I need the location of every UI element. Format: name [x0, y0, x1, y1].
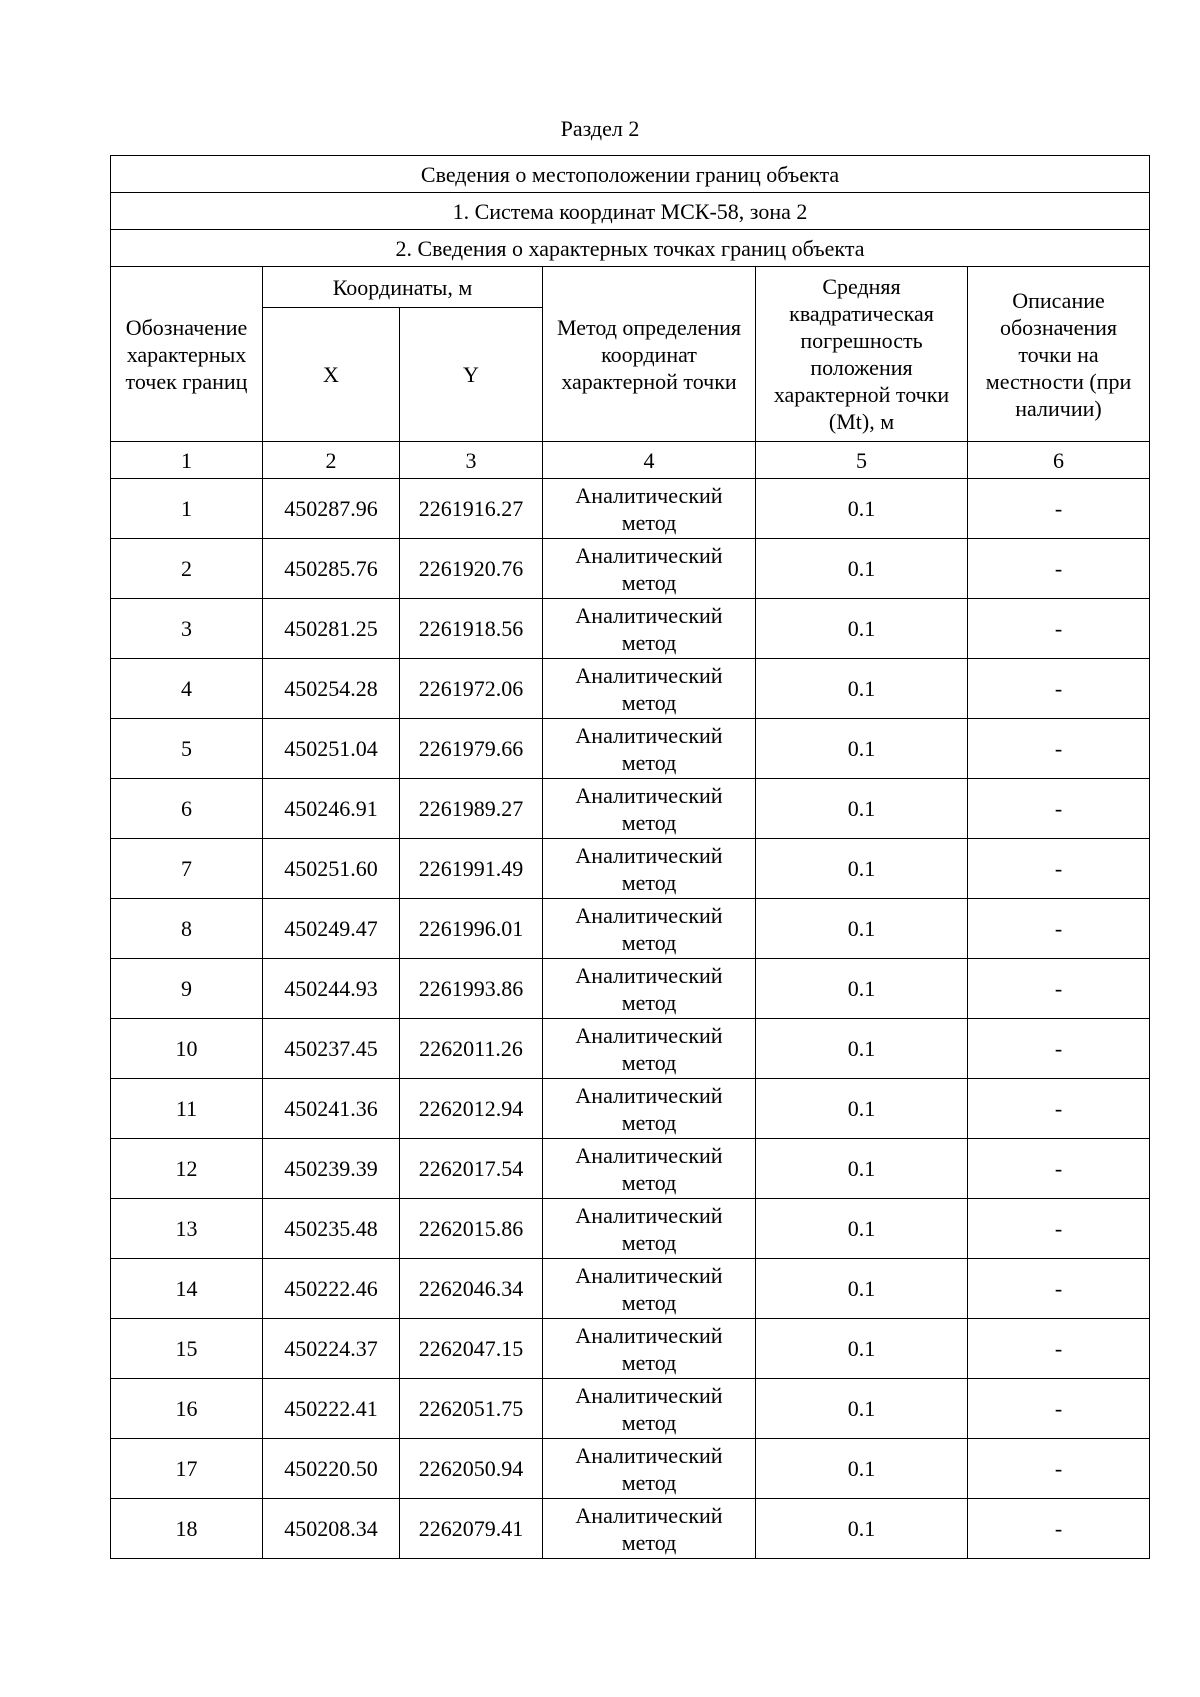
point-designation-cell: 3 [111, 599, 263, 659]
description-cell: - [968, 1499, 1150, 1559]
y-coordinate-cell: 2262051.75 [400, 1379, 543, 1439]
method-cell: Аналитический метод [543, 719, 756, 779]
header-y: Y [400, 308, 543, 442]
table-row [111, 1439, 1150, 1499]
method-cell: Аналитический метод [543, 1139, 756, 1199]
section-title: Раздел 2 [560, 116, 640, 141]
point-designation-cell: 9 [111, 959, 263, 1019]
point-designation-cell: 18 [111, 1499, 263, 1559]
y-coordinate-cell: 2261989.27 [400, 779, 543, 839]
header-point-designation: Обозначение характерных точек границ [111, 267, 263, 442]
y-coordinate-cell: 2262050.94 [400, 1439, 543, 1499]
coordinate-system-heading: 1. Система координат МСК-58, зона 2 [111, 193, 1150, 230]
table-row [111, 1019, 1150, 1079]
y-coordinate-cell: 2261991.49 [400, 839, 543, 899]
description-cell: - [968, 1379, 1150, 1439]
description-cell: - [968, 1199, 1150, 1259]
description-cell: - [968, 779, 1150, 839]
y-coordinate-cell: 2262012.94 [400, 1079, 543, 1139]
point-designation-cell: 14 [111, 1259, 263, 1319]
x-coordinate-cell: 450220.50 [263, 1439, 400, 1499]
accuracy-cell: 0.1 [756, 539, 968, 599]
table-row [111, 1139, 1150, 1199]
column-number: 1 [111, 442, 263, 479]
x-coordinate-cell: 450281.25 [263, 599, 400, 659]
y-coordinate-cell: 2262011.26 [400, 1019, 543, 1079]
description-cell: - [968, 1259, 1150, 1319]
x-coordinate-cell: 450249.47 [263, 899, 400, 959]
method-cell: Аналитический метод [543, 1379, 756, 1439]
header-coordinates: Координаты, м [263, 267, 543, 308]
x-coordinate-cell: 450246.91 [263, 779, 400, 839]
table-row [111, 659, 1150, 719]
description-cell: - [968, 959, 1150, 1019]
accuracy-cell: 0.1 [756, 1499, 968, 1559]
x-coordinate-cell: 450237.45 [263, 1019, 400, 1079]
y-coordinate-cell: 2262047.15 [400, 1319, 543, 1379]
description-cell: - [968, 899, 1150, 959]
description-cell: - [968, 659, 1150, 719]
table-row [111, 599, 1150, 659]
accuracy-cell: 0.1 [756, 1439, 968, 1499]
y-coordinate-cell: 2261979.66 [400, 719, 543, 779]
point-designation-cell: 6 [111, 779, 263, 839]
description-cell: - [968, 719, 1150, 779]
y-coordinate-cell: 2262079.41 [400, 1499, 543, 1559]
accuracy-cell: 0.1 [756, 1319, 968, 1379]
table-row [111, 959, 1150, 1019]
description-cell: - [968, 599, 1150, 659]
description-cell: - [968, 1139, 1150, 1199]
y-coordinate-cell: 2261918.56 [400, 599, 543, 659]
method-cell: Аналитический метод [543, 1439, 756, 1499]
description-cell: - [968, 1079, 1150, 1139]
table-row [111, 719, 1150, 779]
description-cell: - [968, 1439, 1150, 1499]
table-row [111, 1079, 1150, 1139]
accuracy-cell: 0.1 [756, 1379, 968, 1439]
method-cell: Аналитический метод [543, 779, 756, 839]
y-coordinate-cell: 2262046.34 [400, 1259, 543, 1319]
method-cell: Аналитический метод [543, 1259, 756, 1319]
accuracy-cell: 0.1 [756, 779, 968, 839]
x-coordinate-cell: 450235.48 [263, 1199, 400, 1259]
table-row [111, 1199, 1150, 1259]
x-coordinate-cell: 450244.93 [263, 959, 400, 1019]
x-coordinate-cell: 450287.96 [263, 479, 400, 539]
boundary-points-table [110, 155, 1150, 1559]
accuracy-cell: 0.1 [756, 659, 968, 719]
x-coordinate-cell: 450285.76 [263, 539, 400, 599]
column-number: 3 [400, 442, 543, 479]
point-designation-cell: 7 [111, 839, 263, 899]
accuracy-cell: 0.1 [756, 1199, 968, 1259]
method-cell: Аналитический метод [543, 839, 756, 899]
y-coordinate-cell: 2262017.54 [400, 1139, 543, 1199]
y-coordinate-cell: 2262015.86 [400, 1199, 543, 1259]
description-cell: - [968, 539, 1150, 599]
description-cell: - [968, 1319, 1150, 1379]
y-coordinate-cell: 2261996.01 [400, 899, 543, 959]
method-cell: Аналитический метод [543, 959, 756, 1019]
method-cell: Аналитический метод [543, 899, 756, 959]
header-method: Метод определения координат характерной точки [543, 267, 756, 442]
point-designation-cell: 17 [111, 1439, 263, 1499]
point-designation-cell: 10 [111, 1019, 263, 1079]
description-cell: - [968, 479, 1150, 539]
description-cell: - [968, 839, 1150, 899]
accuracy-cell: 0.1 [756, 899, 968, 959]
accuracy-cell: 0.1 [756, 1259, 968, 1319]
method-cell: Аналитический метод [543, 479, 756, 539]
point-designation-cell: 4 [111, 659, 263, 719]
x-coordinate-cell: 450208.34 [263, 1499, 400, 1559]
accuracy-cell: 0.1 [756, 599, 968, 659]
header-accuracy: Средняя квадратическая погрешность положения характерной точки (Mt), м [756, 267, 968, 442]
point-designation-cell: 8 [111, 899, 263, 959]
table-row [111, 779, 1150, 839]
table-row [111, 839, 1150, 899]
accuracy-cell: 0.1 [756, 1139, 968, 1199]
y-coordinate-cell: 2261993.86 [400, 959, 543, 1019]
points-heading: 2. Сведения о характерных точках границ объекта [111, 230, 1150, 267]
x-coordinate-cell: 450251.04 [263, 719, 400, 779]
x-coordinate-cell: 450241.36 [263, 1079, 400, 1139]
table-row [111, 1259, 1150, 1319]
x-coordinate-cell: 450222.41 [263, 1379, 400, 1439]
table-row [111, 1319, 1150, 1379]
y-coordinate-cell: 2261916.27 [400, 479, 543, 539]
column-number: 2 [263, 442, 400, 479]
table-title: Сведения о местоположении границ объекта [111, 156, 1150, 193]
point-designation-cell: 16 [111, 1379, 263, 1439]
header-description: Описание обозначения точки на местности (при наличии) [968, 267, 1150, 442]
accuracy-cell: 0.1 [756, 959, 968, 1019]
accuracy-cell: 0.1 [756, 839, 968, 899]
column-number: 6 [968, 442, 1150, 479]
x-coordinate-cell: 450251.60 [263, 839, 400, 899]
point-designation-cell: 13 [111, 1199, 263, 1259]
column-number: 5 [756, 442, 968, 479]
point-designation-cell: 12 [111, 1139, 263, 1199]
table-row [111, 539, 1150, 599]
method-cell: Аналитический метод [543, 599, 756, 659]
x-coordinate-cell: 450224.37 [263, 1319, 400, 1379]
accuracy-cell: 0.1 [756, 1079, 968, 1139]
method-cell: Аналитический метод [543, 539, 756, 599]
accuracy-cell: 0.1 [756, 479, 968, 539]
method-cell: Аналитический метод [543, 1499, 756, 1559]
table-row [111, 1379, 1150, 1439]
table-row [111, 1499, 1150, 1559]
point-designation-cell: 5 [111, 719, 263, 779]
accuracy-cell: 0.1 [756, 719, 968, 779]
point-designation-cell: 11 [111, 1079, 263, 1139]
point-designation-cell: 2 [111, 539, 263, 599]
method-cell: Аналитический метод [543, 1199, 756, 1259]
method-cell: Аналитический метод [543, 1319, 756, 1379]
table-row [111, 899, 1150, 959]
point-designation-cell: 1 [111, 479, 263, 539]
table-row [111, 479, 1150, 539]
x-coordinate-cell: 450222.46 [263, 1259, 400, 1319]
method-cell: Аналитический метод [543, 1019, 756, 1079]
header-x: X [263, 308, 400, 442]
method-cell: Аналитический метод [543, 1079, 756, 1139]
column-number: 4 [543, 442, 756, 479]
method-cell: Аналитический метод [543, 659, 756, 719]
y-coordinate-cell: 2261972.06 [400, 659, 543, 719]
x-coordinate-cell: 450254.28 [263, 659, 400, 719]
y-coordinate-cell: 2261920.76 [400, 539, 543, 599]
description-cell: - [968, 1019, 1150, 1079]
x-coordinate-cell: 450239.39 [263, 1139, 400, 1199]
accuracy-cell: 0.1 [756, 1019, 968, 1079]
point-designation-cell: 15 [111, 1319, 263, 1379]
